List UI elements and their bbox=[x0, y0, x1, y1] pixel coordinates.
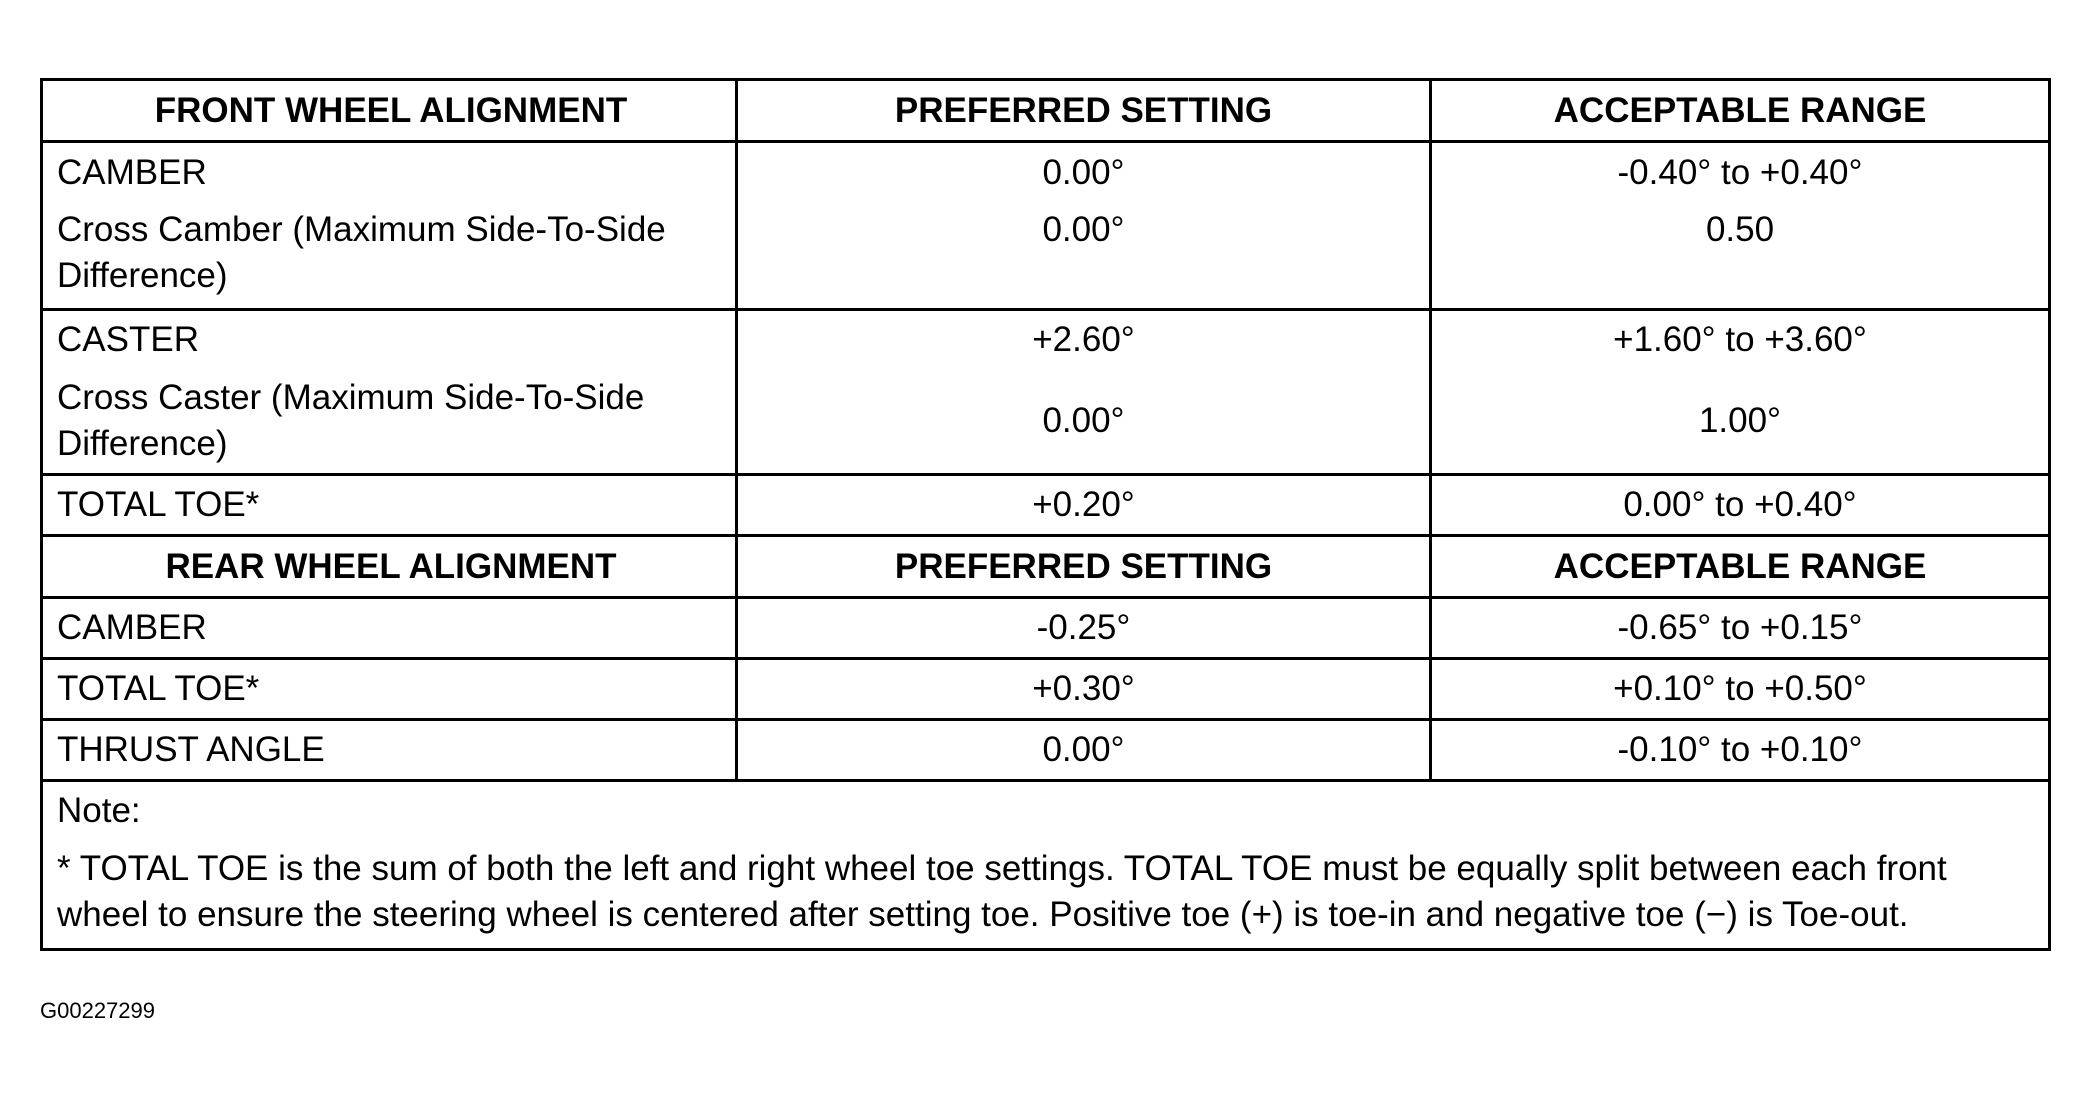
alignment-spec-table bbox=[40, 78, 2051, 951]
row-range: 1.00° bbox=[1698, 401, 1782, 440]
row-label: CAMBER bbox=[43, 143, 738, 203]
rear-header-col3: ACCEPTABLE RANGE bbox=[1553, 546, 1927, 586]
note-text: * TOTAL TOE is the sum of both the left and right wheel toe settings. TOTAL TOE must be equally split between each front wheel to ensure the steering wheel is centered after setting toe. Positive toe (+) is toe-in and negative toe (−) is Toe-out. bbox=[57, 849, 1947, 934]
table-row bbox=[43, 143, 2048, 203]
row-label: TOTAL TOE* bbox=[43, 476, 738, 534]
row-preferred: +2.60° bbox=[738, 311, 1432, 369]
row-range: 0.50 bbox=[1705, 210, 1775, 249]
table-row bbox=[43, 599, 2048, 660]
table-row bbox=[43, 203, 2048, 308]
front-header-col2: PREFERRED SETTING bbox=[738, 81, 1432, 140]
note-section bbox=[43, 782, 2048, 948]
rear-header-col1: REAR WHEEL ALIGNMENT bbox=[43, 537, 738, 596]
row-range: 0.00° to +0.40° bbox=[1623, 485, 1857, 524]
row-label: CAMBER bbox=[43, 599, 738, 657]
row-preferred: -0.25° bbox=[738, 599, 1432, 657]
row-range: +1.60° to +3.60° bbox=[1613, 320, 1867, 359]
front-header-row bbox=[43, 81, 2048, 143]
row-range: +0.10° to +0.50° bbox=[1613, 669, 1867, 708]
rear-header-row bbox=[43, 537, 2048, 599]
front-header-col3: ACCEPTABLE RANGE bbox=[1553, 90, 1927, 130]
rear-header-col2: PREFERRED SETTING bbox=[738, 537, 1432, 596]
row-label: Cross Camber (Maximum Side-To-Side Difference) bbox=[43, 203, 738, 308]
row-label: TOTAL TOE* bbox=[43, 660, 738, 718]
row-range: -0.65° to +0.15° bbox=[1617, 608, 1863, 647]
table-row bbox=[43, 369, 2048, 473]
row-preferred: +0.20° bbox=[738, 476, 1432, 534]
figure-id: G00227299 bbox=[40, 998, 155, 1023]
table-row bbox=[43, 721, 2048, 782]
table-row bbox=[43, 660, 2048, 721]
table-row bbox=[43, 476, 2048, 537]
row-preferred: 0.00° bbox=[738, 369, 1432, 473]
row-label: THRUST ANGLE bbox=[43, 721, 738, 779]
row-preferred: 0.00° bbox=[738, 721, 1432, 779]
front-header-col1: FRONT WHEEL ALIGNMENT bbox=[43, 81, 738, 140]
front-caster-group bbox=[43, 311, 2048, 476]
note-label: Note: bbox=[57, 791, 141, 830]
front-camber-group bbox=[43, 143, 2048, 311]
row-preferred: 0.00° bbox=[738, 203, 1432, 308]
row-label: Cross Caster (Maximum Side-To-Side Difference) bbox=[43, 369, 738, 473]
row-preferred: 0.00° bbox=[738, 143, 1432, 203]
table-row bbox=[43, 311, 2048, 369]
row-preferred: +0.30° bbox=[738, 660, 1432, 718]
row-label: CASTER bbox=[43, 311, 738, 369]
row-range: -0.10° to +0.10° bbox=[1617, 730, 1863, 769]
row-range: -0.40° to +0.40° bbox=[1617, 153, 1863, 192]
